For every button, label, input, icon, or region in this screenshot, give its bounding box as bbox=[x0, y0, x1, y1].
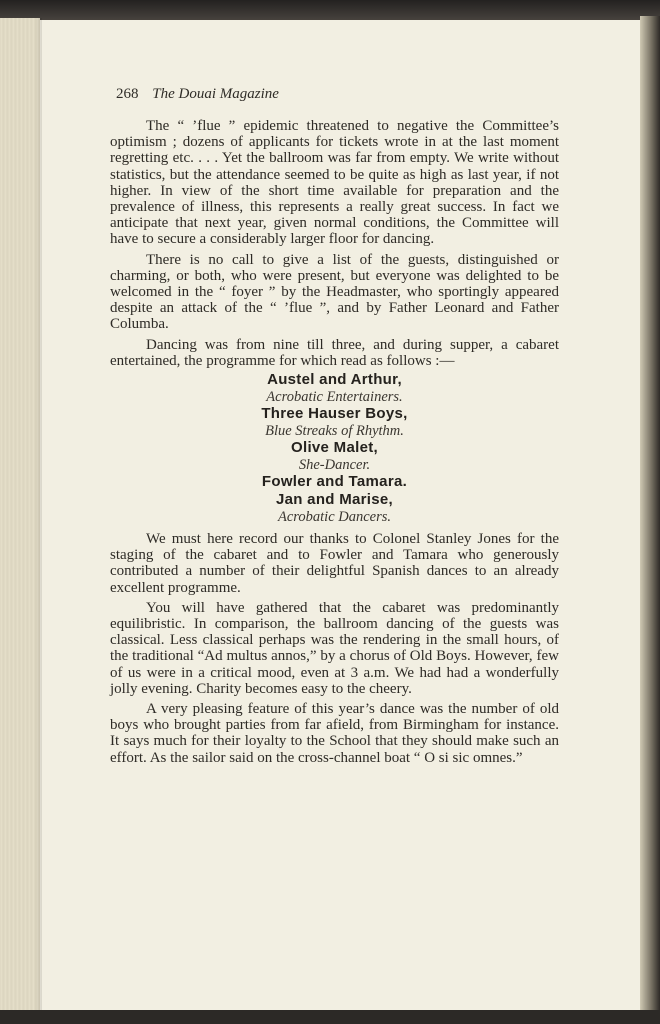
paragraph-equilibristic: You will have gathered that the cabaret was predominantly equilibristic. In comparison, the ballroom dancing of the guests was classical. Less classical perhaps was the rendering in the small hours, of the traditional “Ad multus annos,” by a chorus of Old Boys. However, few of us were in a critical mood, even at 3 a.m. We had had a wonderfully jolly evening. Charity becomes easy to the cheery. bbox=[110, 599, 559, 697]
programme-act-description: Blue Streaks of Rhythm. bbox=[265, 423, 404, 440]
scan-background-bottom bbox=[0, 1010, 660, 1024]
programme-act: Three Hauser Boys, bbox=[261, 405, 408, 423]
programme-act: Fowler and Tamara. bbox=[261, 473, 408, 491]
paragraph-thanks: We must here record our thanks to Colonel Stanley Jones for the staging of the cabaret and to Fowler and Tamara who generously contributed a number of their delightful Spanish dances to an already excellent programme. bbox=[110, 531, 559, 596]
programme-act: Jan and Marise, bbox=[275, 491, 394, 509]
programme-act-description: Acrobatic Dancers. bbox=[277, 509, 392, 526]
programme-act-description: She-Dancer. bbox=[298, 457, 371, 474]
paragraph-old-boys: A very pleasing feature of this year’s dance was the number of old boys who brought parties from far afield, from Birmingham for instance. It says much for their loyalty to the School that they should make such an effort. As the sailor said on the cross-channel boat “ O si sic omnes.” bbox=[110, 701, 559, 766]
page-number: 268 bbox=[116, 86, 139, 102]
running-header bbox=[116, 86, 279, 103]
magazine-title: The Douai Magazine bbox=[152, 86, 279, 102]
paragraph-dancing: Dancing was from nine till three, and during supper, a cabaret entertained, the programme for which read as follows :— bbox=[110, 336, 559, 369]
programme-act-description: Acrobatic Entertainers. bbox=[266, 389, 403, 406]
paragraph-guests: There is no call to give a list of the guests, distinguished or charming, or both, who were present, but everyone was delighted to be welcomed in the “ foyer ” by the Headmaster, who sportingly appeared despite an attack of the “ ’flue ”, and by Father Leonard and Father Columba. bbox=[110, 251, 559, 333]
programme-act: Austel and Arthur, bbox=[267, 371, 402, 389]
scan-background-top bbox=[0, 0, 660, 22]
cabaret-programme bbox=[110, 371, 559, 525]
article-body bbox=[110, 118, 559, 770]
book-gutter bbox=[640, 16, 660, 1016]
paragraph-flue-epidemic: The “ ’flue ” epidemic threatened to negative the Committee’s optimism ; dozens of applicants for tickets wrote in at the last moment regretting etc. . . . Yet the ballroom was far from empty. We write without statistics, but the attendance seemed to be quite as high as last year, if not higher. In view of the short time available for preparation and the prevalence of illness, this represents a really great success. In fact we anticipate that next year, given normal conditions, the Committee will have to secure a considerably larger floor for dancing. bbox=[110, 118, 559, 248]
programme-act: Olive Malet, bbox=[291, 439, 378, 457]
page-edge-shadow bbox=[34, 18, 42, 1018]
